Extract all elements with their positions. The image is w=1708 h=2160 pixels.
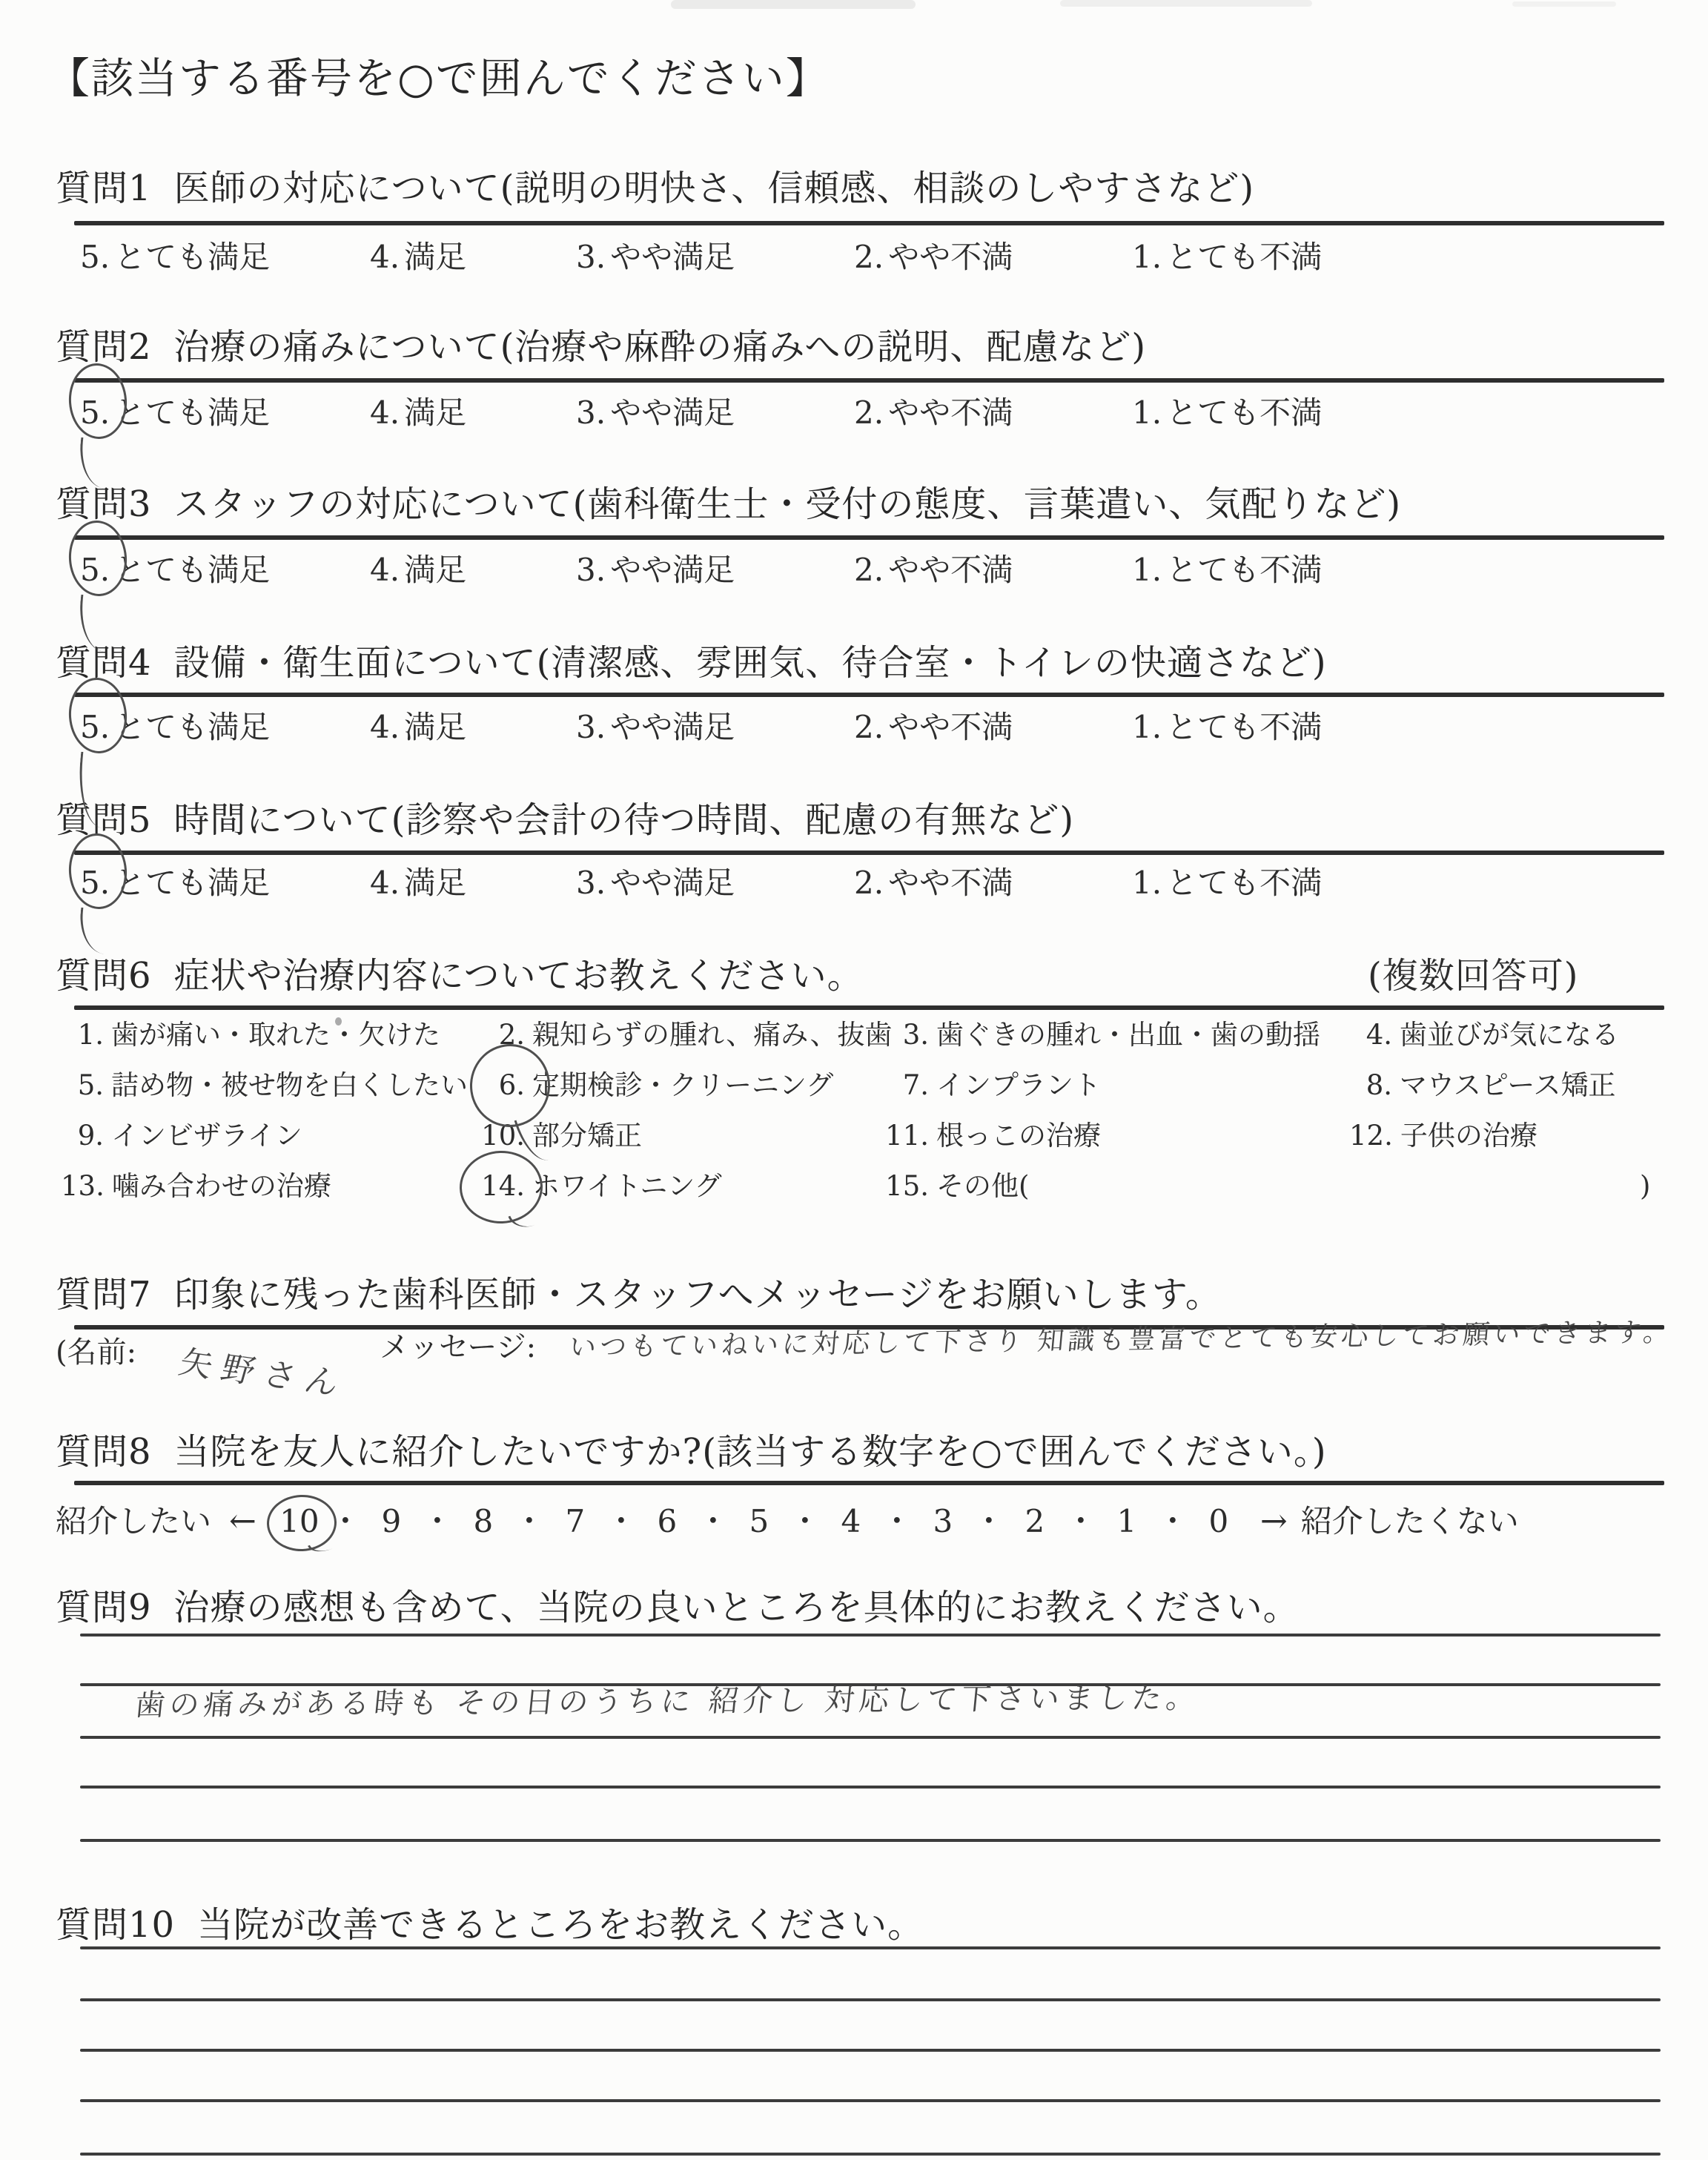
q6-item-2 (474, 1019, 892, 1051)
scan-artifact (1512, 1, 1616, 7)
q4-option-3-number: 3. (576, 709, 606, 745)
q7-message-label: メッセージ: (380, 1330, 537, 1364)
q3-option-1 (1132, 552, 1322, 589)
q8-dot: ・ (513, 1503, 545, 1540)
q2-option-1-label: とても不満 (1166, 394, 1323, 431)
q4-option-4 (370, 709, 466, 746)
q10-answer-line (80, 2049, 1661, 2052)
q4-option-5 (80, 709, 270, 746)
q3-option-3 (576, 552, 735, 589)
q6-note: (複数回答可) (1368, 955, 1579, 997)
q1-option-5 (80, 239, 270, 276)
q9-answer-line (80, 1839, 1661, 1842)
q2-option-3-label: やや満足 (610, 394, 735, 431)
q6-item-12-label: 子供の治療 (1400, 1120, 1537, 1152)
q3-number: 質問3 (56, 483, 152, 525)
q8-dot: ・ (881, 1503, 913, 1540)
q6-item-11 (878, 1120, 1101, 1152)
q6-item-15 (878, 1170, 1029, 1203)
q6-item-14 (474, 1170, 722, 1203)
q10-heading (56, 1904, 924, 1947)
q6-item-11-number: 11. (885, 1120, 929, 1152)
q3-rating-row (0, 552, 1708, 592)
q5-option-4-number: 4. (370, 865, 400, 901)
q3-rule (74, 535, 1664, 540)
q9-heading (56, 1587, 1300, 1630)
q6-item-4-label: 歯並びが気になる (1400, 1019, 1619, 1051)
q8-scale-9: 9 (381, 1503, 402, 1540)
q2-option-4-number: 4. (370, 394, 400, 431)
q4-option-2-number: 2. (854, 709, 884, 745)
q10-answer-line (80, 2153, 1661, 2156)
q8-scale-7: 7 (565, 1503, 586, 1540)
q8-scale-5: 5 (749, 1503, 769, 1540)
q1-heading (56, 168, 1254, 211)
q7-message-handwriting: いつもていねいに対応して下さり 知識も豊富でとても安心してお願いできます。 (568, 1317, 1675, 1364)
q5-option-1-label: とても不満 (1166, 865, 1323, 901)
q4-option-1-number: 1. (1132, 709, 1162, 745)
q1-option-4-label: 満足 (404, 239, 467, 275)
q1-number: 質問1 (56, 168, 152, 209)
q8-dot: ・ (329, 1503, 361, 1540)
q8-right-label: 紹介したくない (1300, 1503, 1519, 1540)
q8-dot: ・ (697, 1503, 729, 1540)
q3-option-2-label: やや不満 (888, 552, 1013, 588)
q6-item-10-number: 10. (481, 1120, 525, 1152)
q1-option-3 (576, 239, 735, 276)
q3-option-1-label: とても不満 (1166, 552, 1323, 588)
q8-scale-row (56, 1502, 1519, 1542)
q10-answer-line (80, 1946, 1661, 1949)
q4-option-3-label: やや満足 (610, 709, 735, 745)
q8-scale-6: 6 (657, 1503, 678, 1540)
q5-rating-row (0, 865, 1708, 905)
q6-item-1-label: 歯が痛い・取れた・欠けた (111, 1019, 440, 1051)
q4-rating-row (0, 709, 1708, 749)
q3-heading (56, 483, 1401, 526)
q4-number: 質問4 (56, 642, 152, 684)
q8-dot: ・ (1065, 1503, 1096, 1540)
q7-name-label: (名前: (56, 1335, 137, 1370)
q8-left-label: 紹介したい (56, 1503, 212, 1540)
q5-number: 質問5 (56, 799, 152, 841)
q1-rule (74, 221, 1664, 225)
q10-title: 当院が改善できるところをお教えください。 (197, 1904, 924, 1946)
q6-item-6 (474, 1069, 833, 1102)
q2-rule (74, 378, 1664, 383)
q6-heading (56, 955, 864, 998)
q3-title: スタッフの対応について(歯科衛生士・受付の態度、言葉遣い、気配りなど) (173, 483, 1402, 525)
q3-option-2-number: 2. (854, 552, 884, 588)
q2-rating-row (0, 394, 1708, 435)
q9-answer-handwriting: 歯の痛みがある時も その日のうちに 紹介し 対応して下さいました。 (133, 1680, 1202, 1723)
q7-number: 質問7 (56, 1274, 152, 1315)
q5-option-5-label: とても満足 (114, 865, 271, 901)
q2-option-3 (576, 394, 735, 432)
q5-heading (56, 799, 1074, 842)
q8-number: 質問8 (56, 1431, 152, 1473)
q1-option-3-label: やや満足 (610, 239, 735, 275)
q1-option-4-number: 4. (370, 239, 400, 275)
q6-item-8-number: 8. (1366, 1069, 1392, 1101)
q8-scale-1: 1 (1116, 1503, 1137, 1540)
q9-title: 治療の感想も含めて、当院の良いところを具体的にお教えください。 (173, 1587, 1300, 1628)
q2-heading (56, 326, 1146, 369)
q6-item-8-label: マウスピース矯正 (1400, 1069, 1616, 1101)
q8-rule (74, 1481, 1664, 1485)
q6-other-close-paren: ) (1640, 1170, 1651, 1202)
q3-option-3-number: 3. (576, 552, 606, 588)
q6-item-12-number: 12. (1349, 1120, 1393, 1152)
q6-item-6-label: 定期検診・クリーニング (532, 1069, 834, 1101)
q8-scale-10 (276, 1503, 323, 1540)
q8-scale-4: 4 (841, 1503, 861, 1540)
q6-item-7 (878, 1069, 1101, 1102)
q8-right-arrow-icon: → (1260, 1502, 1288, 1540)
q4-title: 設備・衛生面について(清潔感、雰囲気、待合室・トイレの快適さなど) (173, 642, 1327, 684)
q4-rule (74, 693, 1664, 697)
q4-option-2-label: やや不満 (888, 709, 1013, 745)
page-title: 【該当する番号を○で囲んでください】 (47, 54, 830, 103)
q8-heading (56, 1431, 1327, 1474)
q6-item-6-number: 6. (498, 1069, 525, 1101)
q6-item-3-label: 歯ぐきの腫れ・出血・歯の動揺 (936, 1019, 1320, 1051)
q5-option-2 (854, 865, 1013, 902)
q6-item-8 (1349, 1069, 1616, 1102)
q1-title: 医師の対応について(説明の明快さ、信頼感、相談のしやすさなど) (173, 168, 1255, 209)
q6-item-14-label: ホワイトニング (532, 1170, 722, 1202)
q6-item-9-number: 9. (77, 1120, 104, 1152)
q6-item-14-number: 14. (481, 1170, 525, 1202)
q1-option-2-label: やや不満 (888, 239, 1013, 275)
q4-option-4-number: 4. (370, 709, 400, 745)
q6-number: 質問6 (56, 955, 152, 997)
q8-scale-8: 8 (473, 1503, 494, 1540)
q6-item-12 (1349, 1120, 1537, 1152)
scan-artifact (671, 0, 916, 9)
q1-option-5-label: とても満足 (114, 239, 271, 275)
q8-dot: ・ (421, 1503, 453, 1540)
q6-item-13-label: 噛み合わせの治療 (111, 1170, 331, 1202)
q3-option-3-label: やや満足 (610, 552, 735, 588)
q6-item-10-label: 部分矯正 (532, 1120, 642, 1152)
q6-item-7-number: 7. (902, 1069, 929, 1101)
q3-option-1-number: 1. (1132, 552, 1162, 588)
q3-option-5-number: 5. (80, 552, 110, 588)
q5-option-2-label: やや不満 (888, 865, 1013, 901)
q8-dot: ・ (605, 1503, 637, 1540)
q6-item-5 (61, 1069, 468, 1102)
q5-option-3 (576, 865, 735, 902)
q5-rule (74, 851, 1664, 855)
q2-option-4-label: 満足 (404, 394, 467, 431)
q2-option-1 (1132, 394, 1322, 432)
q1-option-1-number: 1. (1132, 239, 1162, 275)
q1-option-2-number: 2. (854, 239, 884, 275)
q1-rating-row (0, 239, 1708, 279)
q8-dot: ・ (789, 1503, 821, 1540)
q5-option-4-label: 満足 (404, 865, 467, 901)
q4-option-2 (854, 709, 1013, 746)
q8-scale-0: 0 (1208, 1503, 1229, 1540)
q8-dot: ・ (973, 1503, 1004, 1540)
q4-option-1 (1132, 709, 1322, 746)
q6-item-2-label: 親知らずの腫れ、痛み、抜歯 (532, 1019, 893, 1051)
q3-option-5 (80, 552, 270, 589)
q6-item-10 (474, 1120, 642, 1152)
q6-item-3 (878, 1019, 1320, 1051)
q5-option-4 (370, 865, 466, 902)
q6-item-15-number: 15. (885, 1170, 929, 1202)
q8-scale-10-number: 10 (279, 1503, 320, 1540)
q8-left-arrow-icon: ← (229, 1502, 256, 1540)
q3-option-4 (370, 552, 466, 589)
q8-title: 当院を友人に紹介したいですか?(該当する数字を○で囲んでください。) (173, 1431, 1327, 1473)
q6-item-4 (1349, 1019, 1619, 1051)
q5-option-5 (80, 865, 270, 902)
q2-option-2 (854, 394, 1013, 432)
q8-scale-2: 2 (1025, 1503, 1045, 1540)
q1-option-1-label: とても不満 (1166, 239, 1323, 275)
q3-option-4-label: 満足 (404, 552, 467, 588)
q8-scale-3: 3 (933, 1503, 953, 1540)
q10-answer-line (80, 1998, 1661, 2001)
q3-option-2 (854, 552, 1013, 589)
q6-item-9 (61, 1120, 302, 1152)
q5-option-2-number: 2. (854, 865, 884, 901)
q2-option-1-number: 1. (1132, 394, 1162, 431)
q6-rule (74, 1005, 1664, 1010)
q1-option-3-number: 3. (576, 239, 606, 275)
q7-name-handwriting: 矢野さん (174, 1344, 353, 1404)
q6-item-13 (61, 1170, 331, 1203)
q7-heading (56, 1274, 1222, 1317)
q3-option-5-label: とても満足 (114, 552, 271, 588)
q3-option-4-number: 4. (370, 552, 400, 588)
q8-dot: ・ (1156, 1503, 1188, 1540)
q9-number: 質問9 (56, 1587, 152, 1628)
q4-option-4-label: 満足 (404, 709, 467, 745)
q7-title: 印象に残った歯科医師・スタッフへメッセージをお願いします。 (173, 1274, 1222, 1315)
q6-item-9-label: インビザライン (111, 1120, 302, 1152)
scan-artifact (1060, 0, 1312, 7)
q6-item-11-label: 根っこの治療 (936, 1120, 1101, 1152)
q6-item-2-number: 2. (498, 1019, 525, 1051)
q10-answer-line (80, 2099, 1661, 2102)
q5-option-3-label: やや満足 (610, 865, 735, 901)
q1-option-2 (854, 239, 1013, 276)
q4-option-3 (576, 709, 735, 746)
q2-option-4 (370, 394, 466, 432)
q2-option-3-number: 3. (576, 394, 606, 431)
q6-item-1 (61, 1019, 440, 1051)
q6-item-1-number: 1. (77, 1019, 104, 1051)
q6-item-4-number: 4. (1366, 1019, 1392, 1051)
q6-title: 症状や治療内容についてお教えください。 (173, 955, 864, 997)
q6-item-15-label: その他( (936, 1170, 1030, 1202)
q4-option-5-label: とても満足 (114, 709, 271, 745)
q6-item-3-number: 3. (902, 1019, 929, 1051)
q2-option-5 (80, 394, 270, 432)
q5-option-3-number: 3. (576, 865, 606, 901)
q2-option-5-label: とても満足 (114, 394, 271, 431)
q2-option-2-label: やや不満 (888, 394, 1013, 431)
q6-item-7-label: インプラント (936, 1069, 1101, 1101)
q4-heading (56, 642, 1327, 685)
q5-option-5-number: 5. (80, 865, 110, 901)
q9-answer-line (80, 1736, 1661, 1739)
q5-option-1-number: 1. (1132, 865, 1162, 901)
q1-option-4 (370, 239, 466, 276)
q6-item-13-number: 13. (61, 1170, 105, 1202)
q5-title: 時間について(診察や会計の待つ時間、配慮の有無など) (173, 799, 1075, 841)
q1-option-1 (1132, 239, 1322, 276)
q5-option-1 (1132, 865, 1322, 902)
q9-answer-line (80, 1634, 1661, 1636)
q4-option-5-number: 5. (80, 709, 110, 745)
q2-option-2-number: 2. (854, 394, 884, 431)
q2-title: 治療の痛みについて(治療や麻酔の痛みへの説明、配慮など) (173, 326, 1147, 368)
q1-option-5-number: 5. (80, 239, 110, 275)
q4-option-1-label: とても不満 (1166, 709, 1323, 745)
q2-option-5-number: 5. (80, 394, 110, 431)
q9-answer-line (80, 1786, 1661, 1789)
q6-item-5-label: 詰め物・被せ物を白くしたい (111, 1069, 468, 1101)
q2-number: 質問2 (56, 326, 152, 368)
q10-number: 質問10 (56, 1904, 176, 1946)
q6-item-5-number: 5. (77, 1069, 104, 1101)
